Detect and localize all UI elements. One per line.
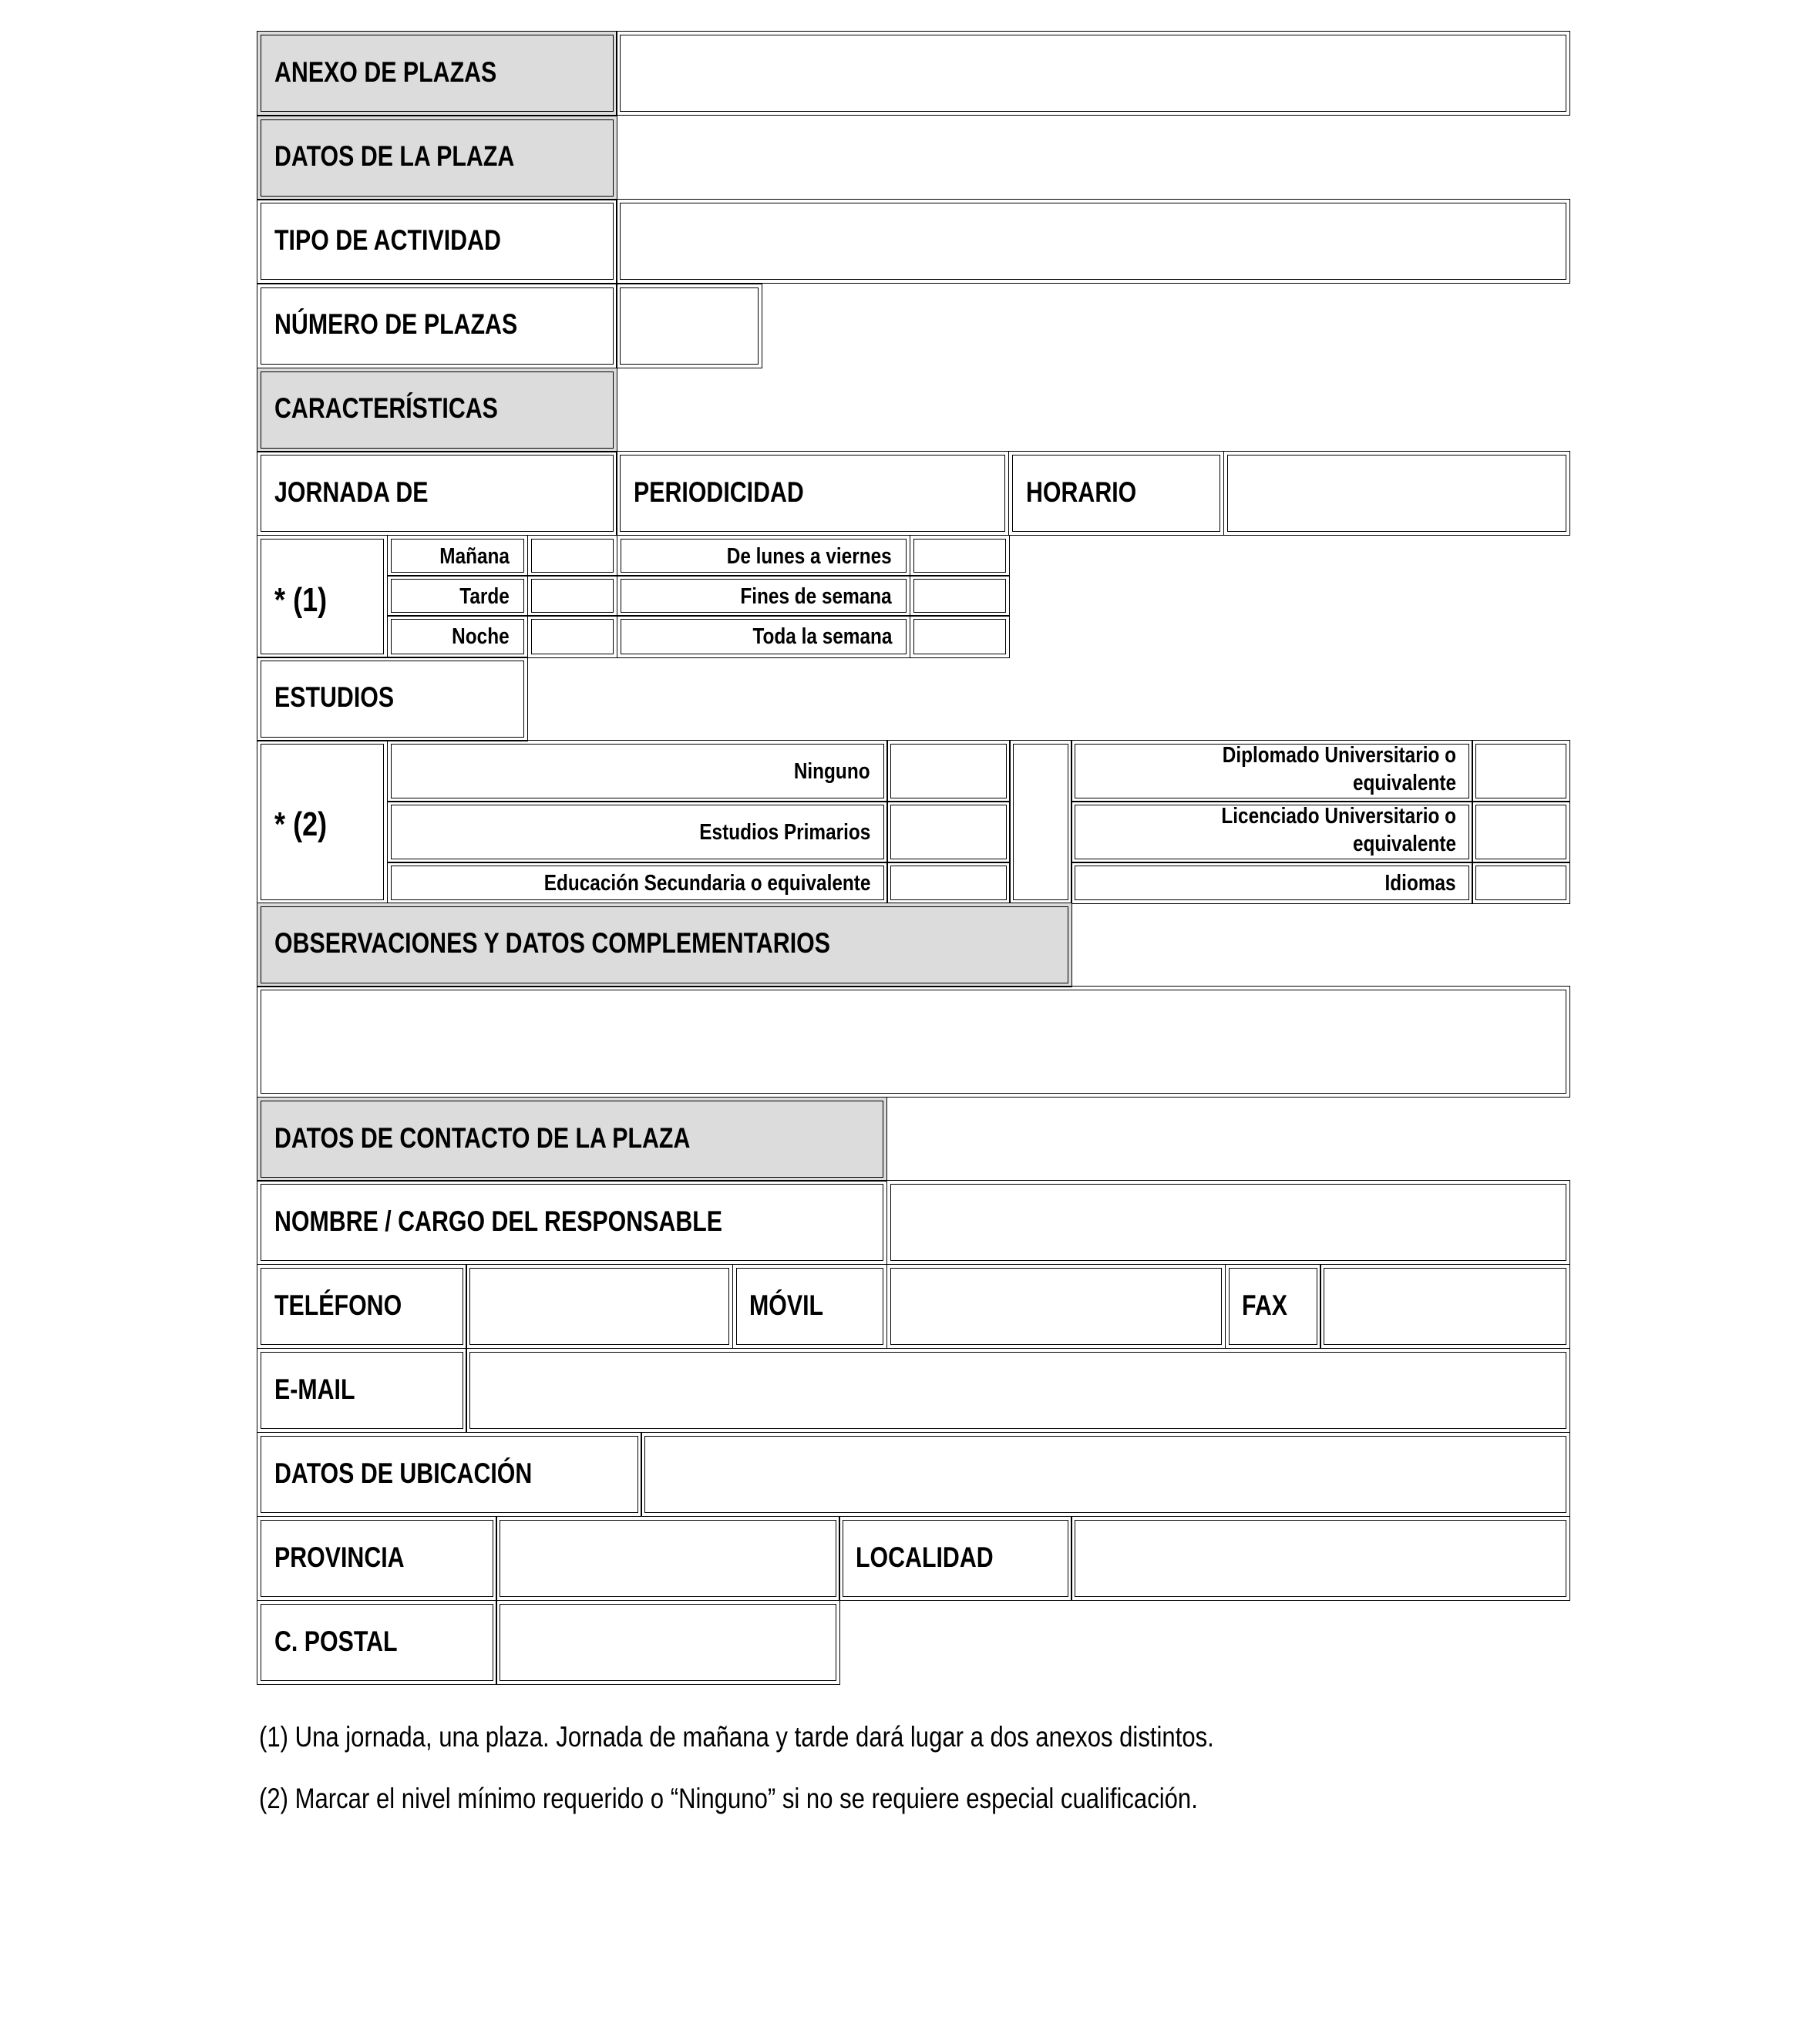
- estudios-option-label: Licenciado Universitario o equivalente: [1221, 804, 1456, 857]
- ubicacion-label: DATOS DE UBICACIÓN: [274, 1457, 533, 1489]
- periodicidad-label: PERIODICIDAD: [634, 476, 804, 508]
- periodicidad-toda-semana-checkbox[interactable]: [910, 615, 1010, 658]
- observaciones-header: OBSERVACIONES Y DATOS COMPLEMENTARIOS: [274, 927, 830, 959]
- contacto-header: DATOS DE CONTACTO DE LA PLAZA: [274, 1122, 691, 1154]
- localidad-label: LOCALIDAD: [856, 1541, 994, 1573]
- horario-field[interactable]: [1223, 451, 1570, 536]
- periodicidad-option-label: Toda la semana: [752, 624, 892, 649]
- ubicacion-field[interactable]: [641, 1432, 1570, 1517]
- periodicidad-lunes-viernes-checkbox[interactable]: [910, 535, 1010, 577]
- responsable-field[interactable]: [886, 1180, 1570, 1265]
- cpostal-label: C. POSTAL: [274, 1625, 398, 1657]
- tipo-actividad-field[interactable]: [616, 199, 1570, 284]
- datos-plaza-header: DATOS DE LA PLAZA: [274, 140, 515, 172]
- estudios-option-label: Estudios Primarios: [698, 820, 870, 845]
- jornada-option-label: Noche: [452, 624, 510, 649]
- movil-label: MÓVIL: [749, 1289, 824, 1321]
- numero-plazas-field[interactable]: [616, 284, 762, 368]
- observaciones-field[interactable]: [257, 986, 1570, 1098]
- jornada-manana-checkbox[interactable]: [527, 535, 617, 577]
- estudios-spacer-cell: [1009, 740, 1072, 904]
- numero-plazas-label: NÚMERO DE PLAZAS: [274, 308, 518, 340]
- responsable-label: NOMBRE / CARGO DEL RESPONSABLE: [274, 1205, 723, 1237]
- jornada-option-label: Mañana: [439, 544, 510, 569]
- anexo-field[interactable]: [616, 31, 1570, 116]
- jornada-option-label: Tarde: [459, 584, 510, 609]
- fax-field[interactable]: [1320, 1264, 1570, 1349]
- estudios-secundaria-checkbox[interactable]: [886, 862, 1011, 904]
- provincia-label: PROVINCIA: [274, 1541, 405, 1573]
- jornada-noche-checkbox[interactable]: [527, 615, 617, 658]
- movil-field[interactable]: [886, 1264, 1226, 1349]
- periodicidad-option-label: Fines de semana: [740, 584, 892, 609]
- telefono-label: TELÉFONO: [274, 1289, 402, 1321]
- note-2-marker: * (2): [274, 805, 328, 843]
- periodicidad-fines-semana-checkbox[interactable]: [910, 575, 1010, 617]
- telefono-field[interactable]: [466, 1264, 733, 1349]
- estudios-label: ESTUDIOS: [274, 681, 395, 713]
- fax-label: FAX: [1242, 1289, 1288, 1321]
- estudios-ninguno-checkbox[interactable]: [886, 740, 1011, 802]
- estudios-diplomado-checkbox[interactable]: [1472, 740, 1570, 802]
- footnote-1: (1) Una jornada, una plaza. Jornada de mañana y tarde dará lugar a dos anexos distintos.: [259, 1721, 1214, 1753]
- footnote-2: (2) Marcar el nivel mínimo requerido o “Ninguno” si no se requiere especial cualificación.: [259, 1783, 1198, 1814]
- horario-label: HORARIO: [1026, 476, 1137, 508]
- jornada-tarde-checkbox[interactable]: [527, 575, 617, 617]
- estudios-licenciado-checkbox[interactable]: [1472, 801, 1570, 863]
- localidad-field[interactable]: [1071, 1516, 1570, 1601]
- estudios-option-label: Diplomado Universitario o equivalente: [1222, 743, 1456, 796]
- cpostal-field[interactable]: [496, 1600, 840, 1685]
- tipo-actividad-label: TIPO DE ACTIVIDAD: [274, 224, 501, 256]
- anexo-label: ANEXO DE PLAZAS: [274, 56, 497, 88]
- email-label: E-MAIL: [274, 1373, 355, 1405]
- estudios-option-label: Ninguno: [794, 759, 870, 784]
- note-1-marker: * (1): [274, 581, 328, 619]
- estudios-idiomas-checkbox[interactable]: [1472, 862, 1570, 904]
- caracteristicas-header: CARACTERÍSTICAS: [274, 392, 498, 424]
- email-field[interactable]: [466, 1348, 1570, 1433]
- periodicidad-option-label: De lunes a viernes: [727, 544, 892, 569]
- provincia-field[interactable]: [496, 1516, 840, 1601]
- jornada-label: JORNADA DE: [274, 476, 429, 508]
- estudios-option-label: Idiomas: [1384, 871, 1456, 896]
- estudios-option-label: Educación Secundaria o equivalente: [543, 871, 870, 896]
- estudios-primarios-checkbox[interactable]: [886, 801, 1011, 863]
